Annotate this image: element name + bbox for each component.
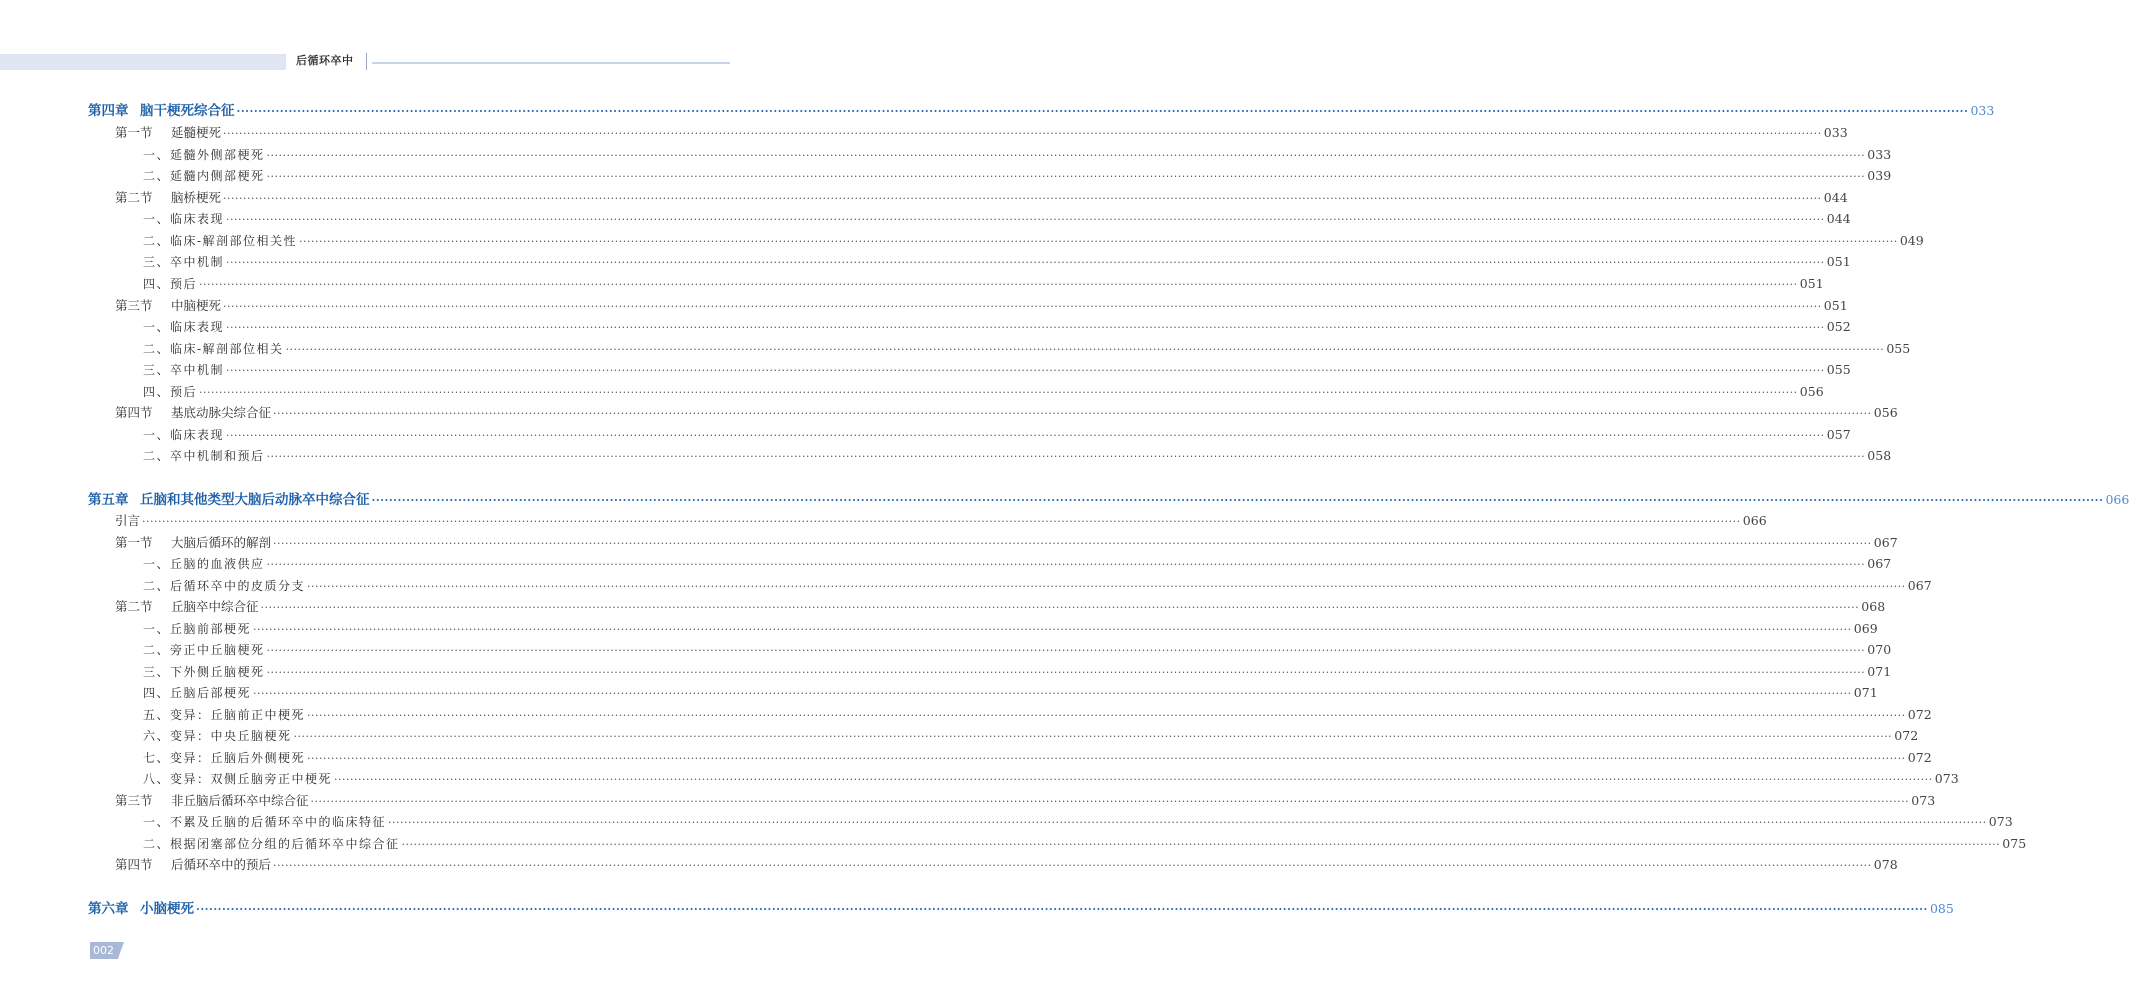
toc-page-number: 033 [1970, 103, 1995, 118]
toc-page-number: 071 [1853, 685, 1878, 700]
toc-section-row[interactable] [115, 403, 1898, 423]
toc-entry-number: 第四节 [115, 857, 153, 872]
toc-chapter-row[interactable] [88, 490, 2129, 510]
toc-page-number: 072 [1907, 750, 1932, 765]
toc-entry-title: 脑桥梗死 [171, 190, 222, 205]
toc-subentry-row[interactable] [143, 382, 1824, 402]
toc-entry-title: 一、临床表现 [143, 320, 225, 334]
toc-chapter-row[interactable] [88, 899, 1954, 919]
toc-page-number: 072 [1894, 728, 1919, 743]
toc-entry-title: 四、预后 [143, 277, 198, 291]
toc-dot-leader: ················································································································································································································································································································································································································ [266, 666, 1866, 679]
toc-dot-leader: ················································································································································································································································································································································································································ [226, 429, 1825, 442]
toc-entry-label [143, 252, 224, 272]
toc-entry-title: 丘脑和其他类型大脑后动脉卒中综合征 [140, 492, 370, 508]
toc-subentry-row[interactable] [143, 748, 1932, 768]
toc-entry-title: 二、延髓内侧部梗死 [143, 169, 265, 183]
toc-entry-title: 脑干梗死综合征 [140, 103, 235, 119]
toc-entry-number: 第四章 [88, 103, 129, 119]
toc-dot-leader: ················································································································································································································································································································································································································ [293, 730, 1893, 743]
toc-dot-leader: ················································································································································································································································································································································································································ [253, 687, 1852, 700]
toc-entry-title: 一、不累及丘脑的后循环卒中的临床特征 [143, 815, 387, 829]
running-title: 后循环卒中 [296, 54, 354, 67]
toc-entry-title: 后循环卒中的预后 [171, 857, 272, 872]
toc-entry-number: 第四节 [115, 405, 153, 420]
toc-page-number: 068 [1861, 599, 1886, 614]
toc-dot-leader: ················································································································································································································································································································································································································ [223, 192, 1822, 205]
toc-page-number: 067 [1907, 578, 1932, 593]
toc-page-number: 070 [1867, 642, 1892, 657]
toc-entry-label [143, 726, 292, 746]
toc-entry-label [143, 446, 265, 466]
toc-dot-leader: ················································································································································································································································································································································································································ [266, 149, 1866, 162]
toc-entry-label [143, 812, 386, 832]
toc-page-number: 073 [1934, 771, 1959, 786]
toc-dot-leader: ················································································································································································································································································································································································································ [196, 903, 1928, 916]
toc-entry-label [143, 705, 305, 725]
toc-entry-title: 丘脑卒中综合征 [171, 599, 259, 614]
toc-entry-number: 第一节 [115, 535, 153, 550]
toc-entry-title: 三、卒中机制 [143, 255, 225, 269]
toc-entry-number: 第三节 [115, 298, 153, 313]
toc-dot-leader: ················································································································································································································································································································································································································ [236, 105, 1969, 118]
toc-page-number: 066 [2105, 492, 2129, 507]
toc-entry-label [143, 166, 265, 186]
toc-entry-title: 八、变异：双侧丘脑旁正中梗死 [143, 772, 333, 786]
toc-dot-leader: ················································································································································································································································································································································································································ [226, 321, 1825, 334]
toc-subentry-row[interactable] [143, 812, 2013, 832]
toc-subentry-row[interactable] [143, 360, 1851, 380]
toc-entry-label [143, 145, 265, 165]
toc-dot-leader: ················································································································································································································································································································································································································ [223, 300, 1822, 313]
toc-entry-label [143, 576, 305, 596]
toc-dot-leader: ················································································································································································································································································································································································································ [307, 709, 1906, 722]
toc-dot-leader: ················································································································································································································································································································································································································ [273, 407, 1872, 420]
toc-page-number: 051 [1826, 254, 1851, 269]
toc-entry-label [143, 339, 284, 359]
toc-page-number: 067 [1873, 535, 1898, 550]
toc-entry-title: 大脑后循环的解剖 [171, 535, 272, 550]
toc-entry-title: 二、旁正中丘脑梗死 [143, 643, 265, 657]
toc-entry-label [143, 834, 400, 854]
toc-subentry-row[interactable] [143, 274, 1824, 294]
toc-page-number: 072 [1907, 707, 1932, 722]
toc-subentry-row[interactable] [143, 726, 1919, 746]
toc-dot-leader: ················································································································································································································································································································································································································ [371, 494, 2104, 507]
toc-entry-label [143, 209, 224, 229]
toc-subentry-row[interactable] [143, 683, 1878, 703]
toc-dot-leader: ················································································································································································································································································································································································································ [307, 752, 1906, 765]
toc-entry-label [143, 619, 251, 639]
toc-entry-title: 延髓梗死 [171, 125, 222, 140]
toc-entry-title: 二、后循环卒中的皮质分支 [143, 579, 306, 593]
toc-subentry-row[interactable] [143, 339, 1911, 359]
toc-entry-label [115, 188, 221, 208]
toc-subentry-row[interactable] [143, 231, 1924, 251]
toc-dot-leader: ················································································································································································································································································································································································································ [266, 644, 1866, 657]
toc-dot-leader: ················································································································································································································································································································································································································ [334, 773, 1933, 786]
toc-section-row[interactable] [115, 511, 1767, 531]
toc-chapter-row[interactable] [88, 101, 1995, 121]
header-band [0, 54, 286, 70]
toc-subentry-row[interactable] [143, 554, 1892, 574]
toc-section-row[interactable] [115, 188, 1848, 208]
toc-subentry-row[interactable] [143, 252, 1851, 272]
header-separator [366, 53, 367, 70]
toc-page-number: 078 [1873, 857, 1898, 872]
toc-entry-label [88, 101, 235, 121]
toc-dot-leader: ················································································································································································································································································································································································································ [401, 838, 2001, 851]
toc-page-number: 066 [1742, 513, 1767, 528]
toc-subentry-row[interactable] [143, 425, 1851, 445]
toc-entry-title: 二、根据闭塞部位分组的后循环卒中综合征 [143, 837, 400, 851]
toc-subentry-row[interactable] [143, 576, 1932, 596]
toc-entry-title: 一、延髓外侧部梗死 [143, 148, 265, 162]
toc-dot-leader: ················································································································································································································································································································································································································ [299, 235, 1898, 248]
toc-subentry-row[interactable] [143, 834, 2027, 854]
toc-section-row[interactable] [115, 855, 1898, 875]
toc-entry-label [115, 123, 221, 143]
toc-section-row[interactable] [115, 791, 1936, 811]
toc-page-number: 073 [1988, 814, 2013, 829]
toc-dot-leader: ················································································································································································································································································································································································································ [266, 450, 1866, 463]
toc-page-number: 058 [1867, 448, 1892, 463]
toc-dot-leader: ················································································································································································································································································································································································································ [307, 580, 1906, 593]
toc-entry-title: 三、下外侧丘脑梗死 [143, 665, 265, 679]
toc-dot-leader: ················································································································································································································································································································································································································ [266, 170, 1866, 183]
toc-page-number: 055 [1826, 362, 1851, 377]
toc-entry-title: 一、临床表现 [143, 212, 225, 226]
toc-entry-number: 第一节 [115, 125, 153, 140]
toc-page-number: 075 [2002, 836, 2027, 851]
toc-entry-title: 五、变异：丘脑前正中梗死 [143, 708, 306, 722]
toc-entry-label [143, 662, 265, 682]
toc-entry-label [143, 748, 305, 768]
toc-entry-title: 三、卒中机制 [143, 363, 225, 377]
toc-entry-label [88, 490, 370, 510]
toc-entry-label [143, 274, 197, 294]
toc-section-row[interactable] [115, 533, 1898, 553]
toc-entry-title: 一、丘脑的血液供应 [143, 557, 265, 571]
toc-subentry-row[interactable] [143, 640, 1892, 660]
toc-entry-label [143, 769, 332, 789]
toc-dot-leader: ················································································································································································································································································································································································································ [310, 795, 1910, 808]
toc-entry-label [143, 360, 224, 380]
toc-dot-leader: ················································································································································································································································································································································································································ [273, 537, 1872, 550]
toc-entry-label [143, 425, 224, 445]
toc-page-number: 056 [1873, 405, 1898, 420]
toc-page-number: 056 [1799, 384, 1824, 399]
toc-entry-label [143, 640, 265, 660]
toc-subentry-row[interactable] [143, 317, 1851, 337]
toc-page-number: 085 [1929, 901, 1954, 916]
toc-entry-title: 小脑梗死 [140, 901, 194, 917]
toc-entry-title: 二、卒中机制和预后 [143, 449, 265, 463]
toc-dot-leader: ················································································································································································································································································································································································································ [226, 256, 1825, 269]
toc-page-number: 067 [1867, 556, 1892, 571]
toc-subentry-row[interactable] [143, 619, 1878, 639]
toc-entry-title: 二、临床-解剖部位相关 [143, 342, 284, 356]
toc-page-number: 051 [1799, 276, 1824, 291]
toc-page-number: 044 [1826, 211, 1851, 226]
toc-subentry-row[interactable] [143, 145, 1892, 165]
toc-dot-leader: ················································································································································································································································································································································································································ [253, 623, 1852, 636]
toc-entry-label [143, 382, 197, 402]
toc-entry-number: 第六章 [88, 901, 129, 917]
toc-section-row[interactable] [115, 123, 1848, 143]
toc-section-row[interactable] [115, 296, 1848, 316]
toc-entry-title: 一、丘脑前部梗死 [143, 622, 252, 636]
toc-entry-number: 第二节 [115, 190, 153, 205]
toc-entry-title: 非丘脑后循环卒中综合征 [171, 793, 309, 808]
toc-dot-leader: ················································································································································································································································································································································································································ [199, 278, 1798, 291]
toc-subentry-row[interactable] [143, 705, 1932, 725]
toc-subentry-row[interactable] [143, 166, 1892, 186]
toc-entry-label [115, 533, 271, 553]
toc-entry-title: 六、变异：中央丘脑梗死 [143, 729, 292, 743]
toc-page-number: 071 [1867, 664, 1892, 679]
page-number: 002 [93, 944, 114, 957]
toc-page-number: 049 [1899, 233, 1924, 248]
toc-page-number: 033 [1867, 147, 1892, 162]
toc-subentry-row[interactable] [143, 209, 1851, 229]
toc-entry-label [115, 855, 271, 875]
toc-entry-title: 二、临床-解剖部位相关性 [143, 234, 298, 248]
toc-dot-leader: ················································································································································································································································································································································································································ [388, 816, 1987, 829]
toc-entry-title: 中脑梗死 [171, 298, 222, 313]
toc-page-number: 033 [1823, 125, 1848, 140]
toc-dot-leader: ················································································································································································································································································································································································································ [223, 127, 1822, 140]
toc-dot-leader: ················································································································································································································································································································································································································ [285, 343, 1885, 356]
toc-entry-label [143, 554, 265, 574]
toc-entry-title: 一、临床表现 [143, 428, 225, 442]
toc-dot-leader: ················································································································································································································································································································································································································ [142, 515, 1741, 528]
toc-entry-title: 引言 [115, 513, 141, 528]
toc-dot-leader: ················································································································································································································································································································································································································ [226, 364, 1825, 377]
toc-entry-title: 四、丘脑后部梗死 [143, 686, 252, 700]
toc-page-number: 069 [1853, 621, 1878, 636]
toc-subentry-row[interactable] [143, 446, 1892, 466]
toc-dot-leader: ················································································································································································································································································································································································································ [199, 386, 1798, 399]
header-rule [372, 62, 730, 64]
toc-entry-label [115, 597, 259, 617]
toc-entry-label [115, 296, 221, 316]
toc-subentry-row[interactable] [143, 662, 1892, 682]
toc-page-number: 052 [1826, 319, 1851, 334]
toc-entry-label [143, 317, 224, 337]
toc-dot-leader: ················································································································································································································································································································································································································ [260, 601, 1860, 614]
toc-entry-title: 四、预后 [143, 385, 198, 399]
toc-page-number: 044 [1823, 190, 1848, 205]
toc-section-row[interactable] [115, 597, 1886, 617]
toc-entry-label [143, 231, 297, 251]
toc-dot-leader: ················································································································································································································································································································································································································ [273, 859, 1872, 872]
toc-entry-label [115, 511, 140, 531]
toc-page-number: 055 [1886, 341, 1911, 356]
toc-entry-label [115, 791, 309, 811]
toc-entry-number: 第三节 [115, 793, 153, 808]
toc-entry-label [88, 899, 194, 919]
toc-page-number: 051 [1823, 298, 1848, 313]
toc-dot-leader: ················································································································································································································································································································································································································ [226, 213, 1825, 226]
toc-page-number: 073 [1911, 793, 1936, 808]
toc-entry-number: 第五章 [88, 492, 129, 508]
toc-subentry-row[interactable] [143, 769, 1959, 789]
toc-entry-number: 第二节 [115, 599, 153, 614]
toc-page-number: 057 [1826, 427, 1851, 442]
toc-entry-title: 七、变异：丘脑后外侧梗死 [143, 751, 306, 765]
toc-entry-label [115, 403, 271, 423]
toc-entry-label [143, 683, 251, 703]
toc-entry-title: 基底动脉尖综合征 [171, 405, 272, 420]
toc-dot-leader: ················································································································································································································································································································································································································ [266, 558, 1866, 571]
toc-page-number: 039 [1867, 168, 1892, 183]
